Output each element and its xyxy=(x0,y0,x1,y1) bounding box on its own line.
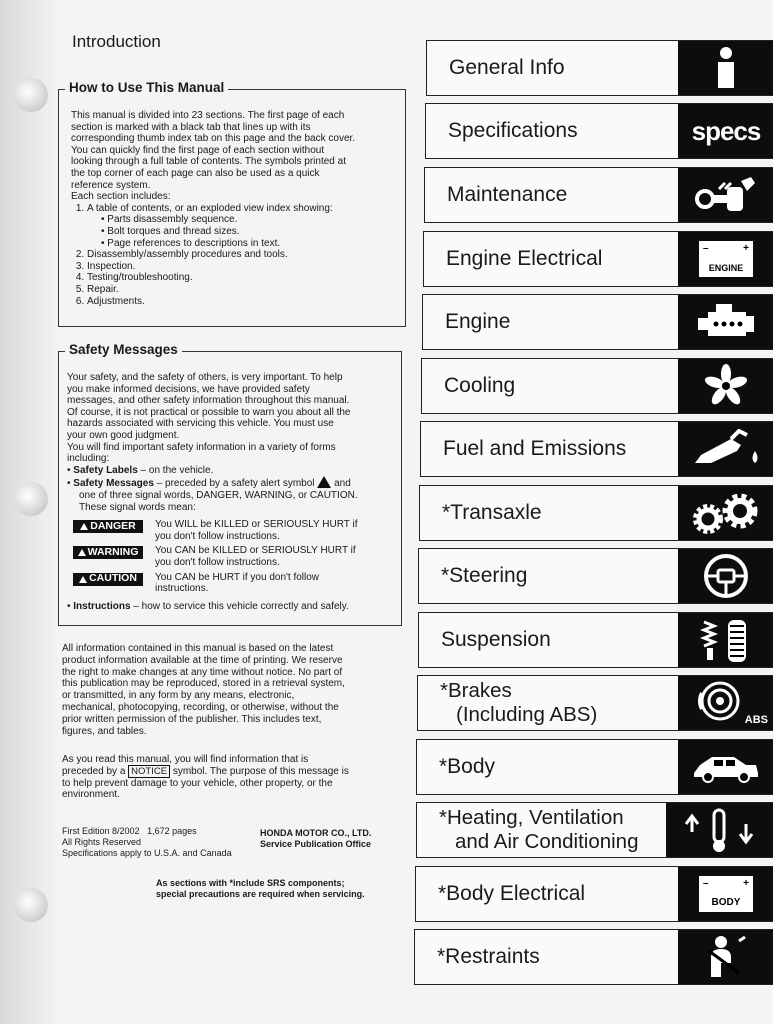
text-line: hazards associated with servicing this vehicle. You must use xyxy=(67,418,334,430)
alert-triangle-icon xyxy=(79,576,87,583)
text-line: your own good judgment. xyxy=(67,429,180,441)
fan-icon xyxy=(678,359,773,413)
safety-body xyxy=(67,372,399,612)
tab-label: *Restraints xyxy=(437,945,540,968)
signal-caution-row: CAUTION You CAN be HURT if you don't follow instructions. xyxy=(67,572,399,595)
wrench-hand-icon xyxy=(678,168,773,222)
how-to-use-heading: How to Use This Manual xyxy=(65,80,228,95)
danger-badge: DANGER xyxy=(73,520,143,533)
tab-label: Cooling xyxy=(444,374,516,397)
list-item: 6. Adjustments. xyxy=(87,296,401,308)
text-line: reference system. xyxy=(71,179,151,191)
text-line: messages, and other safety information throughout this manual. xyxy=(67,395,350,407)
text-line: This manual is divided into 23 sections. The first page of each xyxy=(71,110,345,121)
warning-badge: WARNING xyxy=(73,546,143,559)
text-line: Of course, it is not practical or possible to warn you about all the xyxy=(67,406,351,418)
tab-brakes[interactable] xyxy=(417,675,773,731)
text-line: Your safety, and the safety of others, is very important. To help xyxy=(67,372,343,383)
how-to-use-box xyxy=(58,80,406,327)
tab-body[interactable] xyxy=(416,739,773,795)
tab-hvac[interactable] xyxy=(416,802,773,858)
tab-label: Maintenance xyxy=(447,183,568,206)
disclaimer-paragraph: All information contained in this manual is based on the latest product information available at the time of printing. We reserve the right to make changes at any time without notice. No part of this publication may be reproduced, stored in a retrieval system, or transmitted, in any form by any means, electronic, mechanical, photocopying, recording, or otherwise, without the prior written permission of the publisher. This includes text, figures, and tables. xyxy=(62,643,345,737)
text-line: the top corner of each page can also be used as a quick xyxy=(71,167,320,179)
text-line: one of three signal words, DANGER, WARNING, or CAUTION. xyxy=(79,489,358,501)
list-item: 4. Testing/troubleshooting. xyxy=(87,272,401,284)
list-item: • Page references to descriptions in text. xyxy=(101,238,401,250)
text-line: including: xyxy=(67,453,110,465)
tab-restraints[interactable] xyxy=(414,929,773,985)
instructions-item: • Instructions – how to service this vehicle correctly and safely. xyxy=(67,600,349,612)
tab-transaxle[interactable] xyxy=(419,485,773,541)
tab-engine-electrical[interactable] xyxy=(423,231,773,287)
tab-engine[interactable] xyxy=(422,294,773,350)
battery-body-icon: – + BODY xyxy=(678,867,773,921)
safety-messages-item: • Safety Messages – preceded by a safety alert symbol and xyxy=(67,478,351,490)
tab-label: *Brakes (Including ABS) xyxy=(440,679,598,726)
gears-icon xyxy=(678,486,773,540)
safety-labels-item: • Safety Labels – on the vehicle. xyxy=(67,464,214,476)
battery-engine-icon: – + ENGINE xyxy=(678,232,773,286)
tab-label: Engine Electrical xyxy=(446,247,603,270)
text-line: looking through a full table of contents. The symbols printed at xyxy=(71,156,346,168)
shock-tire-icon xyxy=(678,613,773,667)
text-line: you make informed decisions, we have provided safety xyxy=(67,383,310,395)
notice-paragraph: As you read this manual, you will find information that is preceded by a NOTICE symbol. The purpose of this message is to help prevent damage to your vehicle, other property, or the environment. xyxy=(62,754,349,801)
car-icon xyxy=(678,740,773,794)
edition-info: First Edition 8/2002 1,672 pages All Rights Reserved Specifications apply to U.S.A. and Canada xyxy=(62,826,232,858)
engine-block-icon xyxy=(678,295,773,349)
binder-hole-middle xyxy=(14,482,48,516)
tab-suspension[interactable] xyxy=(418,612,773,668)
caution-badge: CAUTION xyxy=(73,573,143,586)
steering-wheel-icon xyxy=(678,549,773,603)
text-line: You will find important safety information in a variety of forms xyxy=(67,441,336,453)
notice-badge: NOTICE xyxy=(128,765,170,778)
tab-fuel-emissions[interactable] xyxy=(420,421,773,477)
tab-label: Specifications xyxy=(448,119,578,142)
text-line: You can quickly find the first page of each section without xyxy=(71,144,325,156)
tab-general-info[interactable] xyxy=(426,40,773,96)
binder-hole-top xyxy=(14,78,48,112)
seatbelt-icon xyxy=(678,930,773,984)
tab-maintenance[interactable] xyxy=(424,167,773,223)
alert-triangle-icon xyxy=(80,523,88,530)
tab-body-electrical[interactable] xyxy=(415,866,773,922)
safety-alert-icon xyxy=(317,476,331,488)
page-title: Introduction xyxy=(72,32,161,51)
info-icon xyxy=(678,41,773,95)
includes-label: Each section includes: xyxy=(71,191,171,203)
tab-label: Suspension xyxy=(441,628,551,651)
tab-label: General Info xyxy=(449,56,565,79)
alert-triangle-icon xyxy=(78,549,86,556)
list-item: 5. Repair. xyxy=(87,284,401,296)
safety-messages-box xyxy=(58,342,402,626)
list-item: • Bolt torques and thread sizes. xyxy=(101,226,401,238)
srs-note: As sections with *include SRS components; special precautions are required when servicing. xyxy=(156,878,365,899)
specs-icon: specs xyxy=(678,104,773,158)
safety-heading: Safety Messages xyxy=(65,342,182,357)
tab-label: *Body xyxy=(439,755,496,778)
tab-label: Engine xyxy=(445,310,511,333)
tab-label: *Steering xyxy=(441,564,528,587)
fuel-nozzle-icon xyxy=(678,422,773,476)
section-includes-list xyxy=(71,203,401,307)
tab-cooling[interactable] xyxy=(421,358,773,414)
tab-label: *Body Electrical xyxy=(438,882,586,905)
list-item: 2. Disassembly/assembly procedures and tools. xyxy=(87,249,401,261)
tab-steering[interactable] xyxy=(418,548,773,604)
tab-label: Fuel and Emissions xyxy=(443,437,627,460)
binder-hole-bottom xyxy=(14,888,48,922)
list-item: 1. A table of contents, or an exploded view index showing: • Parts disassembly sequence. • Bolt torques and thread sizes. • Page references to descriptions in text. xyxy=(87,203,401,249)
publisher-info: HONDA MOTOR CO., LTD. Service Publication Office xyxy=(260,828,372,849)
brake-disc-icon: ABS xyxy=(678,676,773,730)
how-to-use-body xyxy=(71,110,401,307)
tab-specifications[interactable] xyxy=(425,103,773,159)
text-line: corresponding thumb index tab on this page and the back cover. xyxy=(71,133,356,145)
signal-warning-row: WARNING You CAN be KILLED or SERIOUSLY HURT if you don't follow instructions. xyxy=(67,545,399,568)
tab-label: *Heating, Ventilation and Air Conditioning xyxy=(439,806,639,853)
list-item: • Parts disassembly sequence. xyxy=(101,214,401,226)
list-item: 3. Inspection. xyxy=(87,261,401,273)
text-line: These signal words mean: xyxy=(79,501,196,513)
text-line: section is marked with a black tab that lines up with its xyxy=(71,121,311,133)
tab-label: *Transaxle xyxy=(442,501,542,524)
sub-list xyxy=(87,214,401,249)
thermometer-icon xyxy=(666,803,773,857)
signal-danger-row: DANGER You WILL be KILLED or SERIOUSLY HURT if you don't follow instructions. xyxy=(67,519,399,542)
